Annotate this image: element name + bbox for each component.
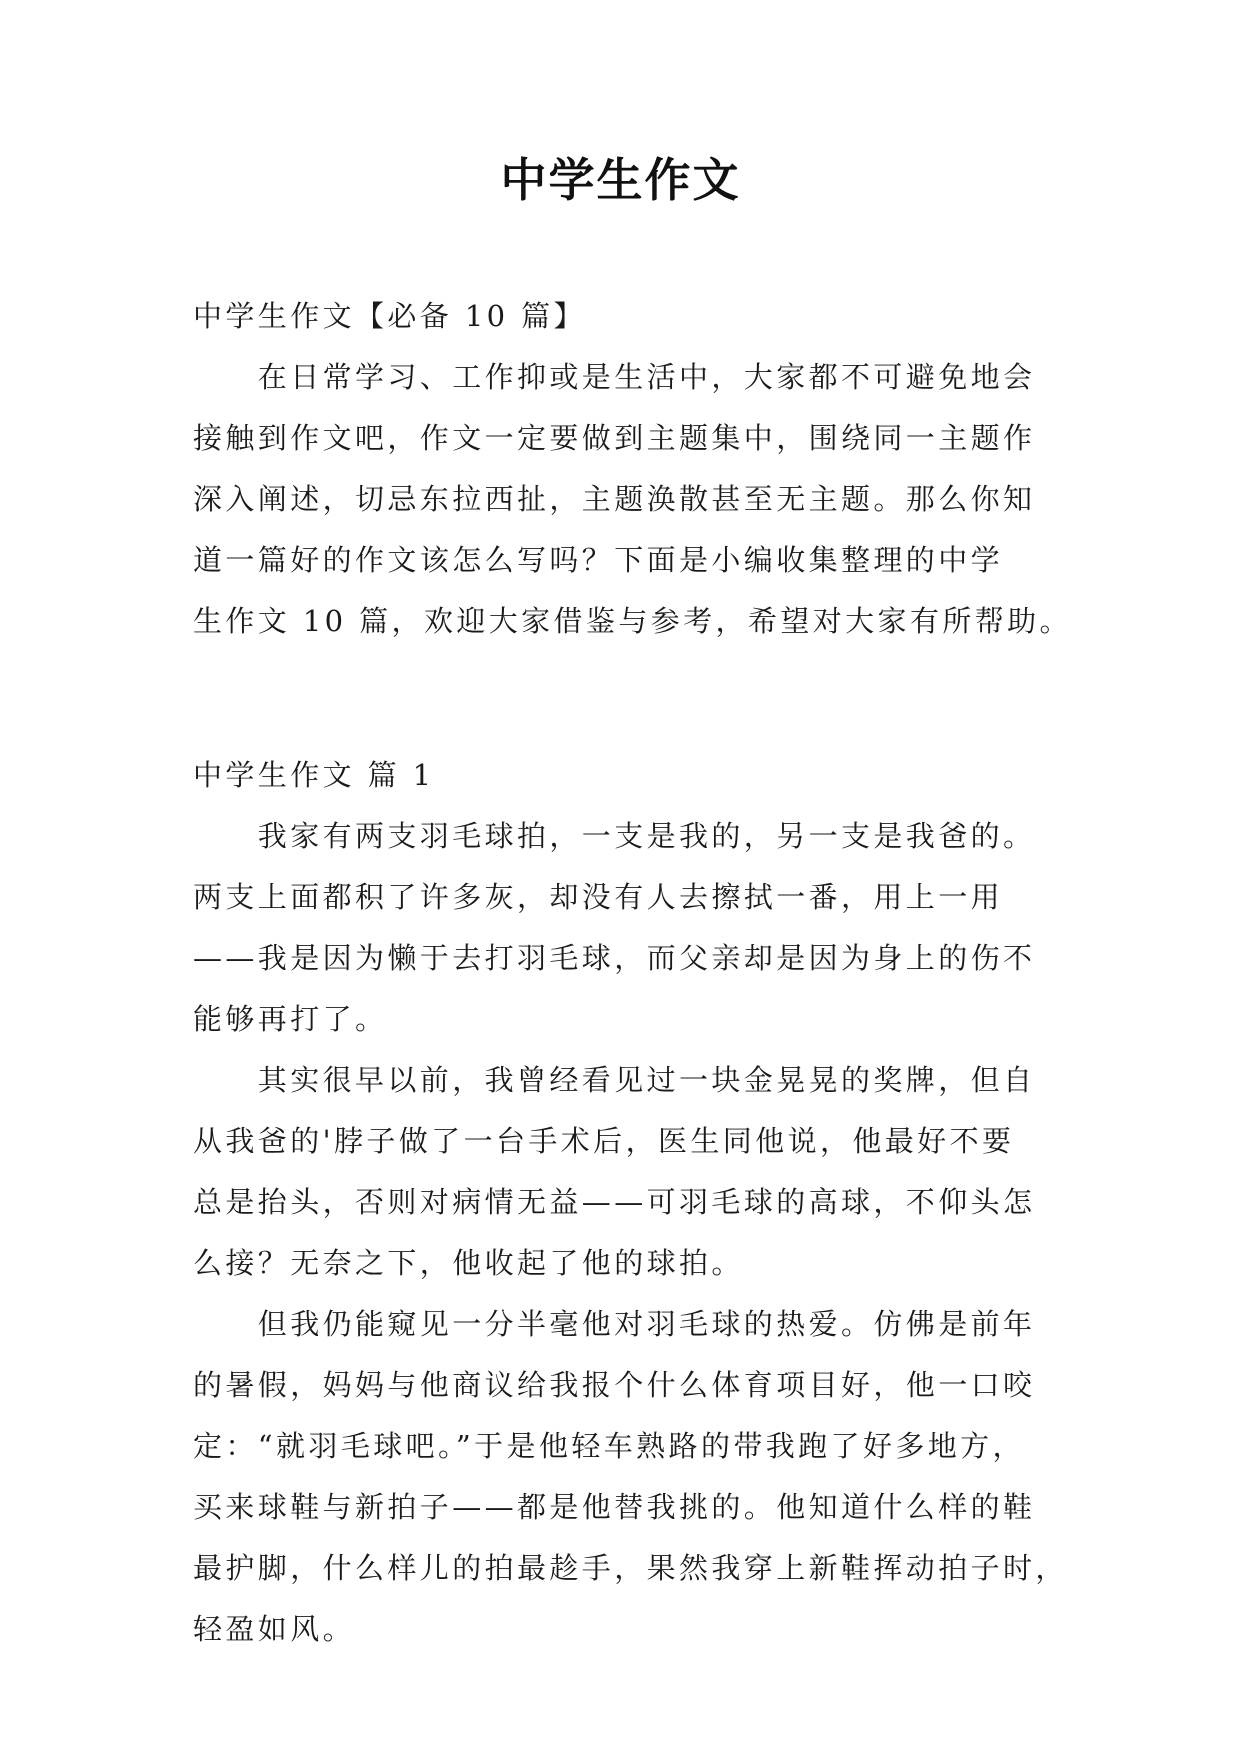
subtitle-line: 中学生作文【必备 10 篇】 — [193, 299, 586, 333]
section-gap — [193, 652, 1053, 745]
paragraph-line: 但我仍能窥见一分半毫他对羽毛球的热爱。仿佛是前年 — [193, 1307, 1036, 1341]
paragraph-2 — [193, 1050, 1053, 1294]
paragraph-line: 么接？无奈之下，他收起了他的球拍。 — [193, 1246, 744, 1280]
paragraph-3 — [193, 1294, 1068, 1660]
paragraph-line: 轻盈如风。 — [193, 1612, 356, 1646]
intro-line: 道一篇好的作文该怎么写吗？下面是小编收集整理的中学 — [193, 543, 1004, 577]
intro-line: 生作文 10 篇，欢迎大家借鉴与参考，希望对大家有所帮助。 — [193, 604, 1072, 638]
paragraph-line: 买来球鞋与新拍子——都是他替我挑的。他知道什么样的鞋 — [193, 1490, 1036, 1524]
document-title: 中学生作文 — [500, 153, 741, 207]
paragraph-1 — [193, 806, 1053, 1050]
paragraph-line: 总是抬头，否则对病情无益——可羽毛球的高球，不仰头怎 — [193, 1185, 1036, 1219]
intro-line: 接触到作文吧，作文一定要做到主题集中，围绕同一主题作 — [193, 421, 1036, 455]
intro-line: 在日常学习、工作抑或是生活中，大家都不可避免地会 — [193, 360, 1036, 394]
paragraph-line: 两支上面都积了许多灰，却没有人去擦拭一番，用上一用 — [193, 880, 1004, 914]
section-heading: 中学生作文 篇 1 — [193, 758, 435, 792]
paragraph-line: 的暑假，妈妈与他商议给我报个什么体育项目好，他一口咬 — [193, 1368, 1036, 1402]
paragraph-line: 能够再打了。 — [193, 1002, 388, 1036]
intro-paragraph — [193, 347, 1072, 652]
intro-line: 深入阐述，切忌东拉西扯，主题涣散甚至无主题。那么你知 — [193, 482, 1036, 516]
paragraph-line: 从我爸的'脖子做了一台手术后，医生同他说，他最好不要 — [193, 1124, 1015, 1158]
paragraph-line: 最护脚，什么样儿的拍最趁手，果然我穿上新鞋挥动拍子时， — [193, 1551, 1068, 1585]
paragraph-line: 其实很早以前，我曾经看见过一块金晃晃的奖牌，但自 — [193, 1063, 1036, 1097]
paragraph-line: 定：“就羽毛球吧。”于是他轻车熟路的带我跑了好多地方， — [193, 1429, 1025, 1463]
paragraph-line: ——我是因为懒于去打羽毛球，而父亲却是因为身上的伤不 — [193, 941, 1036, 975]
document-body — [193, 286, 1072, 1660]
paragraph-line: 我家有两支羽毛球拍，一支是我的，另一支是我爸的。 — [193, 819, 1036, 853]
